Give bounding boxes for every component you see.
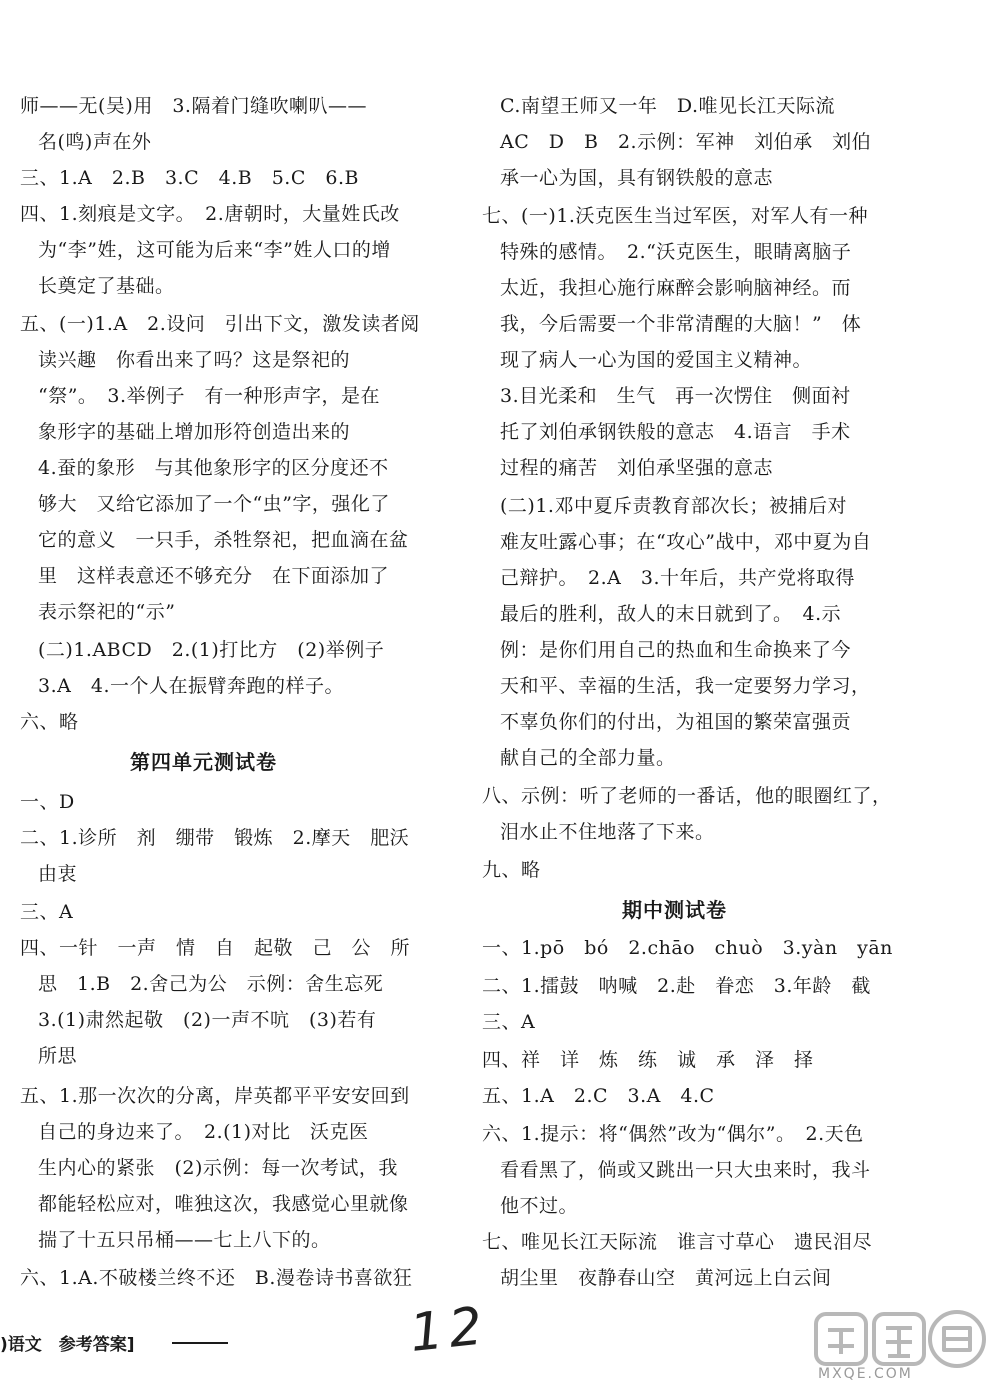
answer-line: 长奠定了基础。	[38, 275, 175, 297]
answer-line: 七、唯见长江天际流 谁言寸草心 遗民泪尽	[482, 1231, 873, 1253]
answer-line: AC D B 2.示例：军神 刘伯承 刘伯	[500, 131, 872, 153]
section-title-unit4: 第四单元测试卷	[130, 750, 277, 774]
answer-line: 四、一针 一声 情 自 起敬 己 公 所	[20, 937, 411, 959]
answer-line: 四、祥 详 炼 练 诚 承 泽 择	[482, 1049, 814, 1071]
answer-line: 托了刘伯承钢铁般的意志 4.语言 手术	[500, 421, 851, 443]
answer-line: 六、1.A.不破楼兰终不还 B.漫卷诗书喜欲狂	[20, 1267, 413, 1289]
answer-line: 二、1.擂鼓 呐喊 2.赴 眷恋 3.年龄 截	[482, 975, 871, 997]
answer-line: 天和平、幸福的生活，我一定要努力学习，	[500, 675, 871, 697]
answer-line: (二)1.邓中夏斥责教育部次长；被捕后对	[500, 495, 847, 517]
footer-rule	[172, 1342, 228, 1344]
answer-line: 够大 又给它添加了一个“虫”字，强化了	[38, 493, 390, 515]
answer-line: 不辜负你们的付出，为祖国的繁荣富强贡	[500, 711, 852, 733]
answer-line: 六、略	[20, 711, 79, 733]
answer-line: 为“李”姓，这可能为后来“李”姓人口的增	[38, 239, 391, 261]
answer-line: 己辩护。 2.A 3.十年后，共产党将取得	[500, 567, 855, 589]
answer-line: 最后的胜利，敌人的末日就到了。 4.示	[500, 603, 842, 625]
answer-line: 3.A 4.一个人在振臂奔跑的样子。	[38, 675, 344, 697]
answer-line: 承一心为国，具有钢铁般的意志	[500, 167, 774, 189]
answer-line: 二、1.诊所 剂 绷带 锻炼 2.摩天 肥沃	[20, 827, 410, 849]
answer-line: 三、A	[482, 1011, 536, 1033]
answer-line: 表示祭祀的“示”	[38, 601, 176, 623]
answer-line: 献自己的全部力量。	[500, 747, 676, 769]
answer-line: 例：是你们用自己的热血和生命换来了今	[500, 639, 852, 661]
answer-line: 一、1.pō bó 2.chāo chuò 3.yàn yān	[482, 937, 893, 959]
answer-line: 胡尘里 夜静春山空 黄河远上白云间	[500, 1267, 832, 1289]
answer-line: 四、1.刻痕是文字。 2.唐朝时，大量姓氏改	[20, 203, 400, 225]
answer-line: 4.蚕的象形 与其他象形字的区分度还不	[38, 457, 389, 479]
answer-line: 看看黑了，倘或又跳出一只大虫来时，我斗	[500, 1159, 871, 1181]
footer-label: )语文 参考答案]	[0, 1335, 135, 1355]
answer-line: (二)1.ABCD 2.(1)打比方 (2)举例子	[38, 639, 385, 661]
handwritten-page-number: 12	[407, 1296, 492, 1364]
answer-line: 五、(一)1.A 2.设问 引出下文，激发读者阅	[20, 313, 420, 335]
answer-line: 他不过。	[500, 1195, 579, 1217]
answer-line: 思 1.B 2.舍己为公 示例：舍生忘死	[38, 973, 384, 995]
answer-line: 我，今后需要一个非常清醒的大脑！” 体	[500, 313, 862, 335]
answer-line: 过程的痛苦 刘伯承坚强的意志	[500, 457, 774, 479]
answer-line: 里 这样表意还不够充分 在下面添加了	[38, 565, 390, 587]
watermark-url: MXQE.COM	[818, 1366, 913, 1382]
answer-line: 八、示例：听了老师的一番话，他的眼圈红了，	[482, 785, 892, 807]
answer-line: 七、(一)1.沃克医生当过军医，对军人有一种	[482, 205, 868, 227]
answer-line: C.南望王师又一年 D.唯见长江天际流	[500, 95, 835, 117]
answer-line: 名(鸣)声在外	[38, 131, 152, 153]
answer-line: 所思	[38, 1045, 78, 1067]
answer-line: 泪水止不住地落了下来。	[500, 821, 715, 843]
section-title-midterm: 期中测试卷	[622, 898, 727, 922]
answer-line: 由衷	[38, 863, 78, 885]
answer-line: 师——无(吴)用 3.隔着门缝吹喇叭——	[20, 95, 367, 117]
answer-line: 五、1.那一次次的分离，岸英都平平安安回到	[20, 1085, 410, 1107]
answer-line: 五、1.A 2.C 3.A 4.C	[482, 1085, 715, 1107]
answer-line: 3.(1)肃然起敬 (2)一声不吭 (3)若有	[38, 1009, 377, 1031]
answer-line: 三、1.A 2.B 3.C 4.B 5.C 6.B	[20, 167, 359, 189]
answer-line: 一、D	[20, 791, 75, 813]
answer-line: 三、A	[20, 901, 74, 923]
answer-line: 自己的身边来了。 2.(1)对比 沃克医	[38, 1121, 369, 1143]
answer-line: 它的意义 一只手，杀牲祭祀，把血滴在盆	[38, 529, 409, 551]
answer-line: 都能轻松应对，唯独这次，我感觉心里就像	[38, 1193, 409, 1215]
answer-line: 揣了十五只吊桶——七上八下的。	[38, 1229, 331, 1251]
answer-line: 难友吐露心事；在“攻心”战中，邓中夏为自	[500, 531, 872, 553]
answer-line: 六、1.提示：将“偶然”改为“偶尔”。 2.天色	[482, 1123, 864, 1145]
answer-line: 象形字的基础上增加形符创造出来的	[38, 421, 351, 443]
answer-line: 太近，我担心施行麻醉会影响脑神经。而	[500, 277, 852, 299]
answer-line: 九、略	[482, 859, 541, 881]
answer-line: 读兴趣 你看出来了吗？这是祭祀的	[38, 349, 351, 371]
answer-line: 特殊的感情。 2.“沃克医生，眼睛离脑子	[500, 241, 852, 263]
answer-line: “祭”。 3.举例子 有一种形声字，是在	[38, 385, 381, 407]
answer-line: 生内心的紧张 (2)示例：每一次考试，我	[38, 1157, 398, 1179]
answer-line: 3.目光柔和 生气 再一次愣住 侧面衬	[500, 385, 851, 407]
answer-line: 现了病人一心为国的爱国主义精神。	[500, 349, 813, 371]
